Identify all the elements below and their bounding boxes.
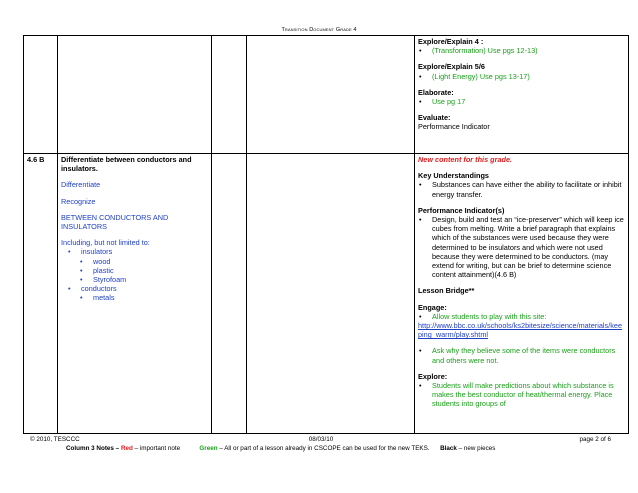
engage-item: Allow students to play with this site:: [432, 311, 547, 321]
explore-title: Explore:: [418, 371, 448, 381]
new-content-note: New content for this grade.: [418, 155, 513, 164]
notes-cell: [247, 154, 415, 434]
elaborate-item: Use pg 17: [432, 97, 466, 107]
bullet-icon: •: [68, 284, 71, 294]
bullet-icon: •: [80, 256, 83, 266]
list-item: [61, 266, 208, 275]
list-item: [418, 46, 625, 55]
engage-title: Engage:: [418, 302, 447, 312]
list-item: [61, 247, 208, 256]
performance-indicator-item: Design, build and test an “ice-preserver” which will keep ice cubes from melting. Write a brief paragraph that explains which of the substances were used because they were determined to be insulators and which were not used because they were determined to be conductors. (may extend for writing, but can be brief to determine science content attainment)(4.6 B): [432, 215, 624, 280]
legend-red: Red: [120, 445, 133, 452]
evaluate-item: Performance Indicator: [418, 122, 490, 132]
curriculum-table: [23, 35, 629, 434]
sub-item: metals: [93, 293, 115, 303]
legend-column3: Column 3 Notes –: [66, 445, 120, 452]
concept-text: BETWEEN CONDUCTORS AND INSULATORS: [61, 212, 169, 232]
list-item: [418, 381, 625, 409]
bullet-icon: •: [419, 46, 422, 56]
bullet-icon: •: [80, 265, 83, 275]
key-understandings-title: Key Understandings: [418, 171, 489, 181]
copyright: © 2010, TESCCC: [30, 436, 80, 443]
sub-item: Styrofoam: [93, 275, 127, 285]
engage-link[interactable]: http://www.bbc.co.uk/schools/ks2bitesize/science/materials/keeping_warm/play.shtml: [418, 321, 622, 340]
list-item: [418, 215, 625, 279]
list-item: [61, 293, 208, 302]
sub-item: wood: [93, 256, 111, 266]
table-row: [24, 36, 629, 154]
legend-black-desc: – new pieces: [458, 445, 496, 452]
instruction-cell: [415, 36, 629, 154]
bullet-icon: •: [419, 215, 422, 225]
instruction-cell: [415, 154, 629, 434]
bullet-icon: •: [419, 97, 422, 107]
bullet-icon: •: [419, 311, 422, 321]
bullet-icon: •: [419, 381, 422, 391]
page-header: [0, 27, 638, 33]
list-item: [418, 312, 625, 321]
standard-text: Differentiate between conductors and insulators.: [61, 155, 192, 174]
list-item: [61, 275, 208, 284]
standard-code: 4.6 B: [24, 154, 58, 434]
explore56-title: Explore/Explain 5/6: [418, 62, 485, 72]
list-item: [418, 97, 625, 106]
explore4-title: Explore/Explain 4 :: [418, 37, 484, 46]
bullet-icon: •: [419, 346, 422, 356]
page-number: page 2 of 6: [579, 436, 611, 443]
legend-red-desc: – important note: [134, 445, 181, 452]
standard-cell: [58, 154, 212, 434]
conductors-label: conductors: [81, 284, 117, 294]
sub-item: plastic: [93, 265, 114, 275]
legend-green-desc: – All or part of a lesson already in CSCOPE can be used for the new TEKS.: [219, 445, 430, 452]
list-item: [418, 72, 625, 81]
insulators-label: insulators: [81, 247, 113, 257]
bullet-icon: •: [419, 71, 422, 81]
code-cell: [24, 36, 58, 154]
list-item: [61, 284, 208, 293]
document-title: Transition Document Grade 4: [281, 27, 357, 33]
legend-black: Black: [440, 445, 457, 452]
performance-indicator-title: Performance Indicator(s): [418, 205, 505, 215]
evaluate-title: Evaluate:: [418, 113, 451, 123]
blank-cell: [212, 154, 247, 434]
bullet-icon: •: [80, 293, 83, 303]
standard-cell: [58, 36, 212, 154]
table-row: [24, 154, 629, 434]
engage-item: Ask why they believe some of the items were conductors and others were not.: [432, 346, 616, 365]
footer-date: 08/03/10: [308, 436, 334, 443]
list-item: [418, 180, 625, 198]
notes-cell: [247, 36, 415, 154]
including-text: Including, but not limited to:: [61, 238, 150, 248]
list-item: [61, 257, 208, 266]
explore-item: Students will make predictions about which substance is makes the best conductor of heat/thermal energy. Place students into groups of: [432, 381, 614, 409]
explore4-item: (Transformation) Use pgs 12-13): [432, 46, 538, 56]
verb-recognize: Recognize: [61, 196, 96, 206]
bullet-icon: •: [80, 275, 83, 285]
blank-cell: [212, 36, 247, 154]
lesson-bridge-title: Lesson Bridge**: [418, 286, 475, 296]
explore56-item: (Light Energy) Use pgs 13-17): [432, 71, 530, 81]
key-understanding-item: Substances can have either the ability to facilitate or inhibit energy transfer.: [432, 180, 622, 199]
verb-differentiate: Differentiate: [61, 180, 101, 190]
bullet-icon: •: [68, 247, 71, 257]
elaborate-title: Elaborate:: [418, 87, 454, 97]
bullet-icon: •: [419, 180, 422, 190]
legend-green: Green: [199, 445, 218, 452]
list-item: [418, 346, 625, 364]
